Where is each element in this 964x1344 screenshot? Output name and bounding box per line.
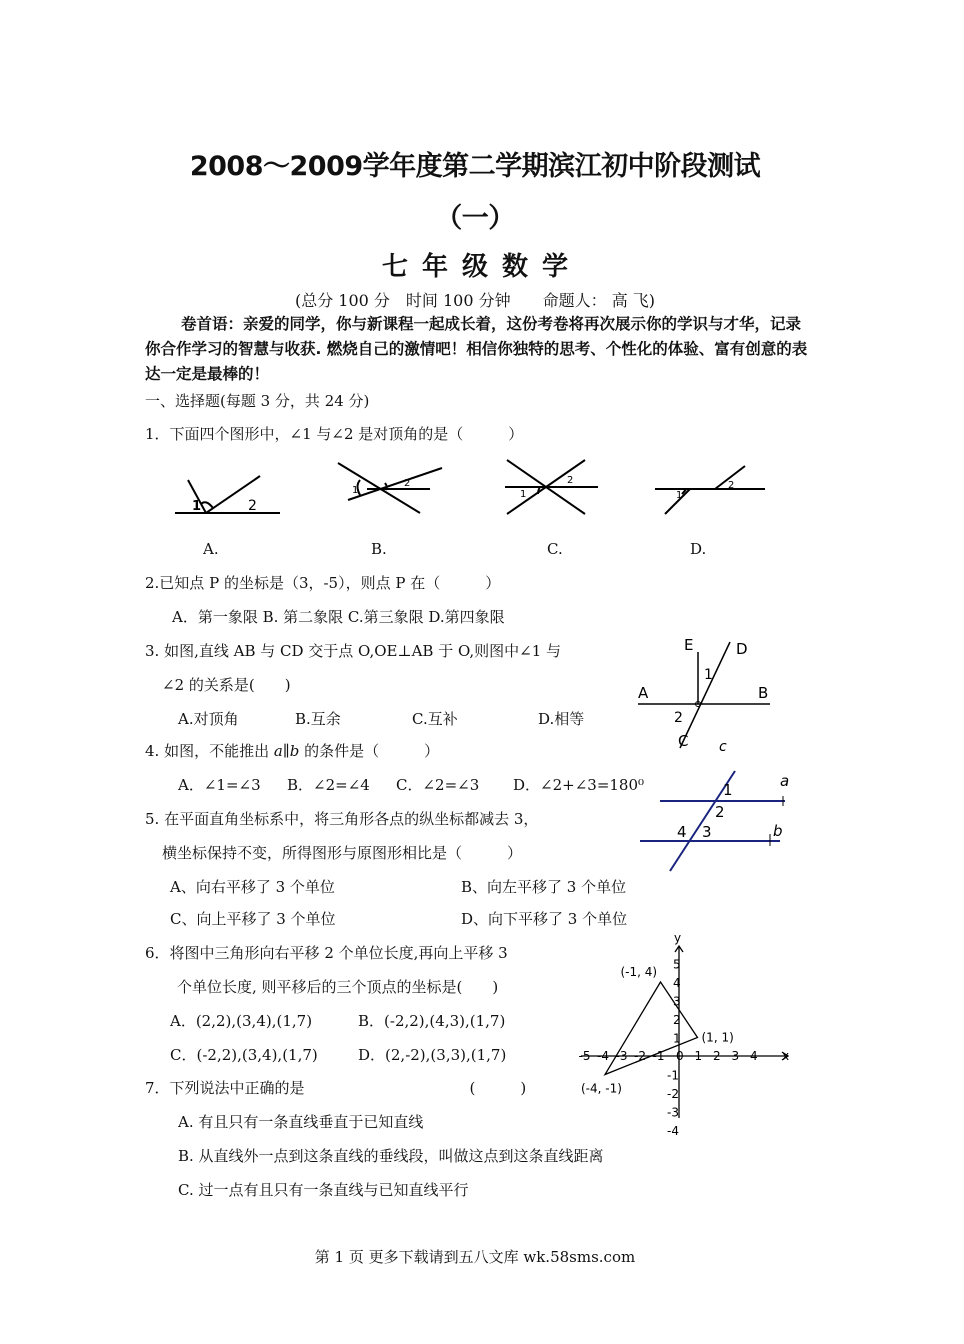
q4-label-1: 1: [723, 781, 733, 799]
figure-c-label-2: 2: [567, 475, 574, 486]
option-c-label: C.: [547, 540, 563, 558]
question-5-option-c: C、向上平移了 3 个单位: [170, 910, 336, 928]
question-3-option-a: A.对顶角: [178, 710, 239, 728]
q6-y-tick-label: 3: [673, 994, 681, 1009]
question-6-option-c: C．(-2,2),(3,4),(1,7): [170, 1046, 318, 1064]
page-title-part2: （一）: [435, 203, 515, 234]
q4-label-4: 4: [677, 823, 687, 841]
exam-info: (总分 100 分 时间 100 分钟 命题人： 高 飞): [294, 291, 656, 310]
q6-vertex-label: (-4, -1): [581, 1081, 622, 1096]
q6-y-tick-label: 1: [673, 1031, 681, 1046]
question-3-option-c: C.互补: [412, 710, 458, 728]
question-7-option-a: A. 有且只有一条直线垂直于已知直线: [178, 1113, 424, 1131]
q6-y-axis-label: y: [674, 931, 682, 945]
q6-x-tick-label: -5: [578, 1049, 591, 1063]
q4-label-a: a: [780, 772, 790, 790]
question-6-option-a: A．(2,2),(3,4),(1,7): [170, 1012, 313, 1030]
q4-stem-b: b: [289, 742, 300, 760]
figure-b-label-2: 2: [404, 478, 411, 489]
question-5-stem-line1: 5. 在平面直角坐标系中，将三角形各点的纵坐标都减去 3，: [145, 810, 539, 828]
question-5-stem-line2: 横坐标保持不变，所得图形与原图形相比是（ ）: [162, 844, 523, 862]
page-footer: 第 1 页 更多下载请到五八文库 wk.58sms.com: [314, 1248, 636, 1266]
question-4-option-c: C．∠2=∠3: [396, 776, 480, 794]
question-6-coordinate-graph: [576, 928, 800, 1138]
question-7-option-c: C. 过一点有且只有一条直线与已知直线平行: [178, 1181, 469, 1199]
q6-x-tick-label: -1: [652, 1049, 665, 1063]
figure-a-label-2: 2: [248, 498, 257, 514]
question-4-option-d: D．∠2+∠3=180⁰: [513, 776, 645, 794]
question-3-stem-line1: 3. 如图,直线 AB 与 CD 交于点 O,OE⊥AB 于 O,则图中∠1 与: [145, 642, 562, 660]
question-4-figure: [640, 736, 800, 876]
q3-label-2: 2: [674, 710, 683, 726]
page-title: 2008～2009学年度第二学期滨江初中阶段测试: [189, 151, 761, 182]
q6-x-tick-label: -2: [634, 1049, 646, 1063]
section-heading: 一、选择题(每题 3 分，共 24 分): [145, 392, 370, 410]
q4-stem-post: 的条件是（ ）: [299, 742, 440, 760]
question-6-stem-line2: 个单位长度, 则平移后的三个顶点的坐标是( ): [177, 978, 499, 996]
question-2-options: A．第一象限 B. 第二象限 C.第三象限 D.第四象限: [172, 608, 505, 626]
q6-vertex-label: (1, 1): [701, 1030, 734, 1045]
q4-label-b: b: [773, 822, 783, 840]
figure-d-label-1: 1: [676, 490, 683, 501]
q6-y-tick-label: -1: [667, 1068, 679, 1083]
figure-c: [505, 460, 598, 514]
option-a-label: A.: [203, 540, 219, 558]
question-5-option-a: A、向右平移了 3 个单位: [170, 878, 335, 896]
q6-x-tick-label: 2: [713, 1049, 721, 1063]
q6-x-tick-label: -3: [615, 1049, 628, 1063]
q6-x-tick-label: 3: [731, 1049, 740, 1063]
option-d-label: D.: [690, 540, 707, 558]
question-4-option-a: A．∠1=∠3: [178, 776, 261, 794]
q6-y-tick-label: -4: [667, 1124, 679, 1138]
q6-y-tick-label: 5: [673, 957, 681, 972]
q6-x-tick-label: 0: [676, 1049, 684, 1063]
q4-stem-pre: 4. 如图，不能推出: [145, 742, 274, 760]
question-3-option-b: B.互余: [295, 710, 341, 728]
q6-y-tick-label: -3: [667, 1105, 679, 1120]
question-2-stem: 2.已知点 P 的坐标是（3，-5），则点 P 在（ ）: [145, 574, 501, 592]
option-b-label: B.: [371, 540, 387, 558]
q3-label-1: 1: [704, 667, 713, 683]
q3-label-b: B: [758, 684, 769, 702]
figure-b-label-1: 1: [352, 485, 359, 496]
subject-title: 七年级数学: [381, 252, 582, 282]
q4-label-c: c: [719, 739, 727, 755]
figure-a-label-1: 1: [192, 499, 202, 514]
q3-label-a: A: [638, 684, 649, 702]
question-6-stem-line1: 6．将图中三角形向右平移 2 个单位长度,再向上平移 3: [145, 944, 508, 962]
q4-stem-par: ∥: [282, 742, 290, 760]
q3-label-d: D: [736, 640, 748, 658]
question-6-option-d: D．(2,-2),(3,3),(1,7): [358, 1046, 507, 1064]
question-4-option-b: B．∠2=∠4: [287, 776, 370, 794]
question-3-stem-line2: ∠2 的关系是( ): [162, 676, 291, 694]
figure-a: [175, 476, 280, 513]
q6-x-tick-label: 4: [750, 1049, 758, 1063]
q6-y-tick-label: -2: [667, 1087, 679, 1101]
q4-stem-a: a: [273, 742, 283, 760]
q4-label-3: 3: [702, 823, 712, 841]
question-4-stem: [145, 740, 439, 761]
q4-label-2: 2: [715, 803, 725, 821]
q3-label-c: C: [678, 732, 689, 750]
figure-c-label-1: 1: [520, 489, 527, 500]
figure-d-label-2: 2: [728, 480, 735, 491]
question-7-option-b: B. 从直线外一点到这条直线的垂线段，叫做这点到这条直线距离: [178, 1147, 604, 1165]
figure-d: [655, 466, 765, 514]
question-5-option-b: B、向左平移了 3 个单位: [461, 878, 627, 896]
q3-label-e: E: [684, 636, 694, 654]
question-6-option-b: B．(-2,2),(4,3),(1,7): [358, 1012, 506, 1030]
q6-y-tick-label: 4: [673, 976, 681, 990]
q6-vertex-label: (-1, 4): [620, 965, 658, 979]
q6-y-tick-label: 2: [673, 1013, 681, 1027]
q6-x-tick-label: -4: [597, 1049, 609, 1063]
q6-x-axis-label: x: [782, 1049, 790, 1063]
question-7-stem: 7．下列说法中正确的是 ( ): [145, 1079, 527, 1097]
question-3-option-d: D.相等: [538, 710, 585, 728]
question-5-option-d: D、向下平移了 3 个单位: [461, 910, 628, 928]
intro-paragraph: 卷首语：亲爱的同学，你与新课程一起成长着，这份考卷将再次展示你的学识与才华，记录你合作学习的智慧与收获. 燃烧自己的激情吧！相信你独特的思考、个性化的体验、富有创意的表达一定是最棒的！: [145, 315, 808, 383]
question-1-figures: [160, 450, 780, 530]
question-1-stem: 1．下面四个图形中，∠1 与∠2 是对顶角的是（ ）: [145, 425, 524, 443]
q6-x-tick-label: 1: [694, 1049, 703, 1063]
